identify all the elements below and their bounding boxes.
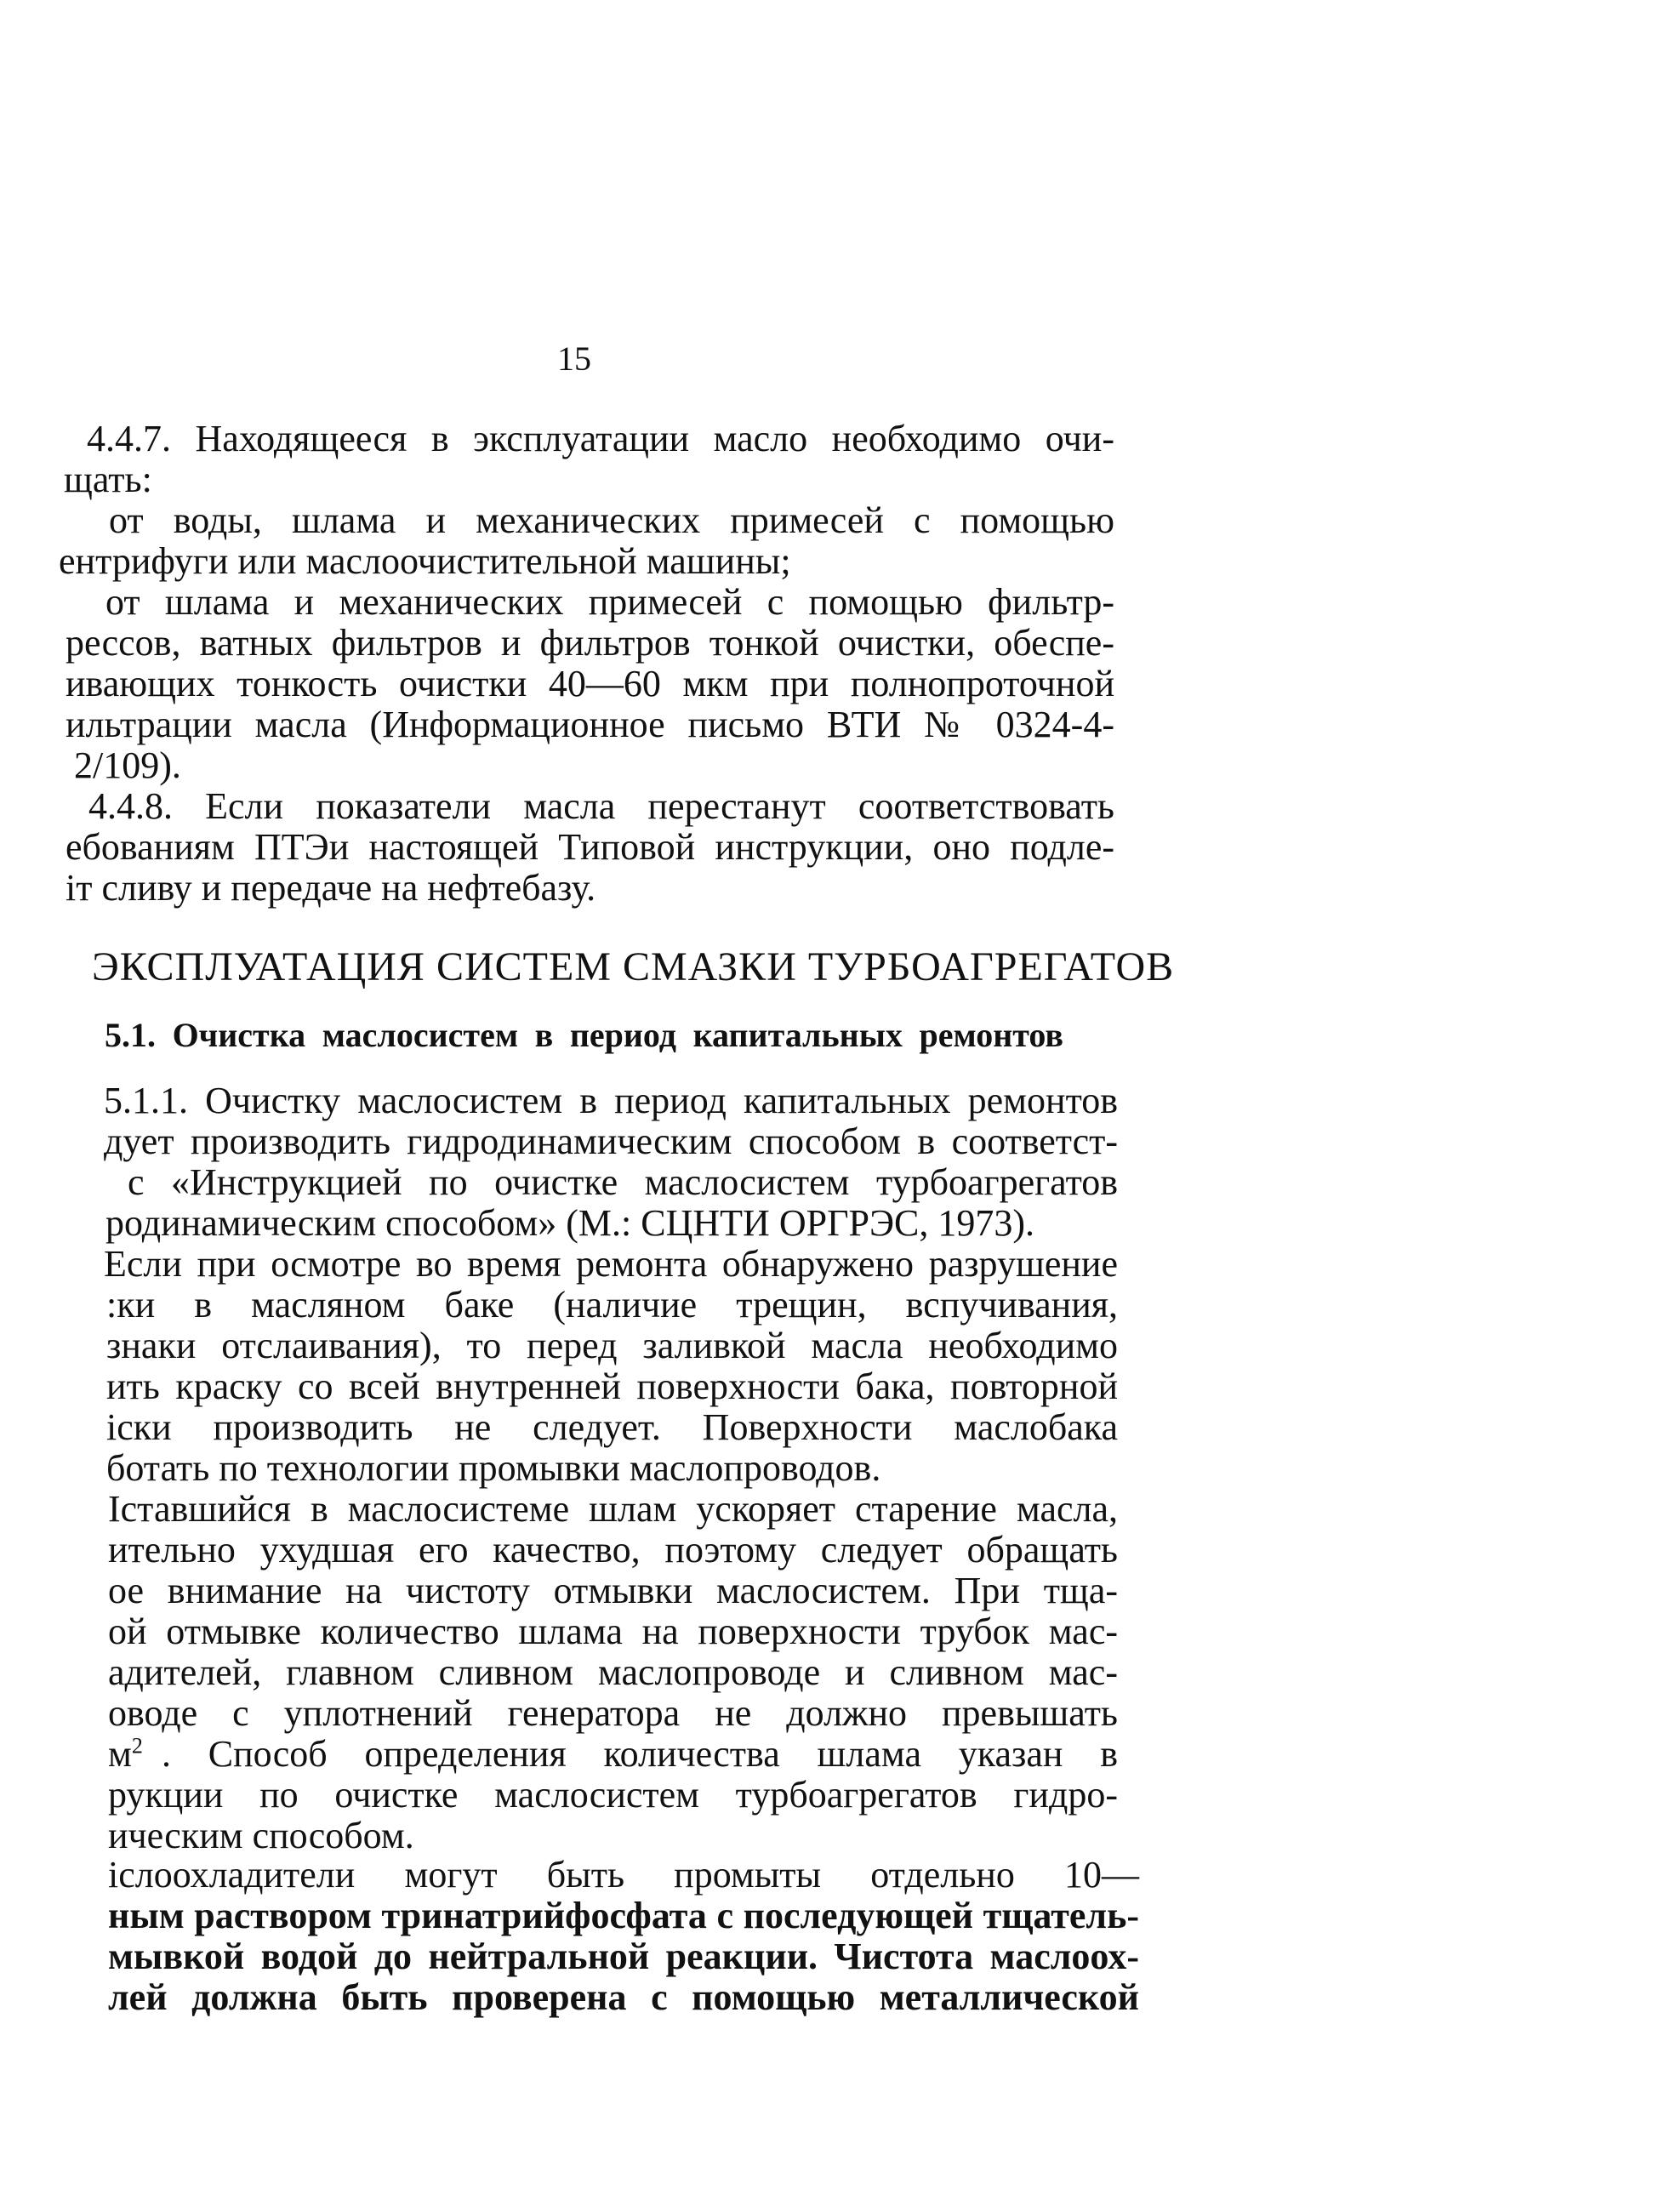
text-line: ным раствором тринатрийфосфата с последующей тщатель- [108,1895,1139,1936]
unit-fragment [108,1734,159,1775]
text-line: с «Инструкцией по очистке маслосистем турбоагрегатов [128,1161,1118,1203]
text-line: дует производить гидродинамическим способом в соответст- [104,1120,1118,1162]
text-line: ентрифуги или маслоочистительной машины; [59,540,791,582]
text-line: ильтрации масла (Информационное письмо ВТИ № 0324-4- [66,704,1114,745]
text-line: ое внимание на чистоту отмывки маслосистем. При тща- [108,1570,1118,1611]
text-line: Если при осмотре во время ремонта обнаружено разрушение [104,1243,1118,1285]
text-line: от воды, шлама и механических примесей с помощью [109,499,1114,541]
text-line: 4.4.8. Если показатели масла перестанут соответствовать [88,785,1114,827]
text-line: лей должна быть проверена с помощью металлической [108,1976,1139,2018]
unit-letter: м [108,1733,132,1775]
text-line: рукции по очистке маслосистем турбоагрегатов гидро- [108,1774,1118,1816]
text-line: . Способ определения количества шлама указан в [162,1733,1118,1775]
text-line: родинамическим способом» (М.: СЦНТИ ОРГРЭС, 1973). [105,1202,1035,1244]
text-line: ботать по технологии промывки маслопроводов. [106,1447,881,1489]
text-line: :ки в масляном баке (наличие трещин, вспучивания, [106,1284,1118,1325]
text-line: ебованиям ПТЭи настоящей Типовой инструкции, оно подле- [66,826,1114,868]
unit-superscript: 2 [131,1733,143,1759]
text-line: рессов, ватных фильтров и фильтров тонкой очистки, обеспе- [66,622,1114,664]
text-line: от шлама и механических примесей с помощью фильтр- [105,581,1114,623]
text-line: ивающих тонкость очистки 40—60 мкм при полнопроточной [66,663,1114,704]
text-line: мывкой водой до нейтральной реакции. Чистота маслоох- [108,1936,1139,1977]
text-line: іслоохладители могут быть промыты отдельно 10— [108,1854,1139,1896]
text-line: ительно ухудшая его качество, поэтому следует обращать [108,1529,1118,1571]
subsection-heading: 5.1. Очистка маслосистем в период капитальных ремонтов [105,1016,1063,1054]
section-heading: ЭКСПЛУАТАЦИЯ СИСТЕМ СМАЗКИ ТУРБОАГРЕГАТОВ [92,944,1175,989]
text-line: Іставшийся в маслосистеме шлам ускоряет старение масла, [108,1488,1118,1530]
text-line: 5.1.1. Очистку маслосистем в период капитальных ремонтов [104,1080,1118,1121]
text-line: знаки отслаивания), то перед заливкой масла необходимо [106,1325,1118,1366]
text-line: іт сливу и передаче на нефтебазу. [66,867,596,909]
page-number: 15 [557,339,591,378]
text-line: ить краску со всей внутренней поверхности бака, повторной [106,1365,1118,1407]
text-line: 4.4.7. Находящееся в эксплуатации масло необходимо очи- [87,418,1114,459]
text-line: адителей, главном сливном маслопроводе и сливном мас- [108,1651,1118,1693]
text-line: іски производить не следует. Поверхности маслобака [106,1406,1118,1448]
text-line: 2/109). [74,744,181,786]
text-line: ой отмывке количество шлама на поверхности трубок мас- [108,1611,1118,1652]
text-line: ическим способом. [108,1815,414,1856]
text-line: щать: [64,459,152,500]
text-line: оводе с уплотнений генератора не должно превышать [108,1692,1118,1734]
